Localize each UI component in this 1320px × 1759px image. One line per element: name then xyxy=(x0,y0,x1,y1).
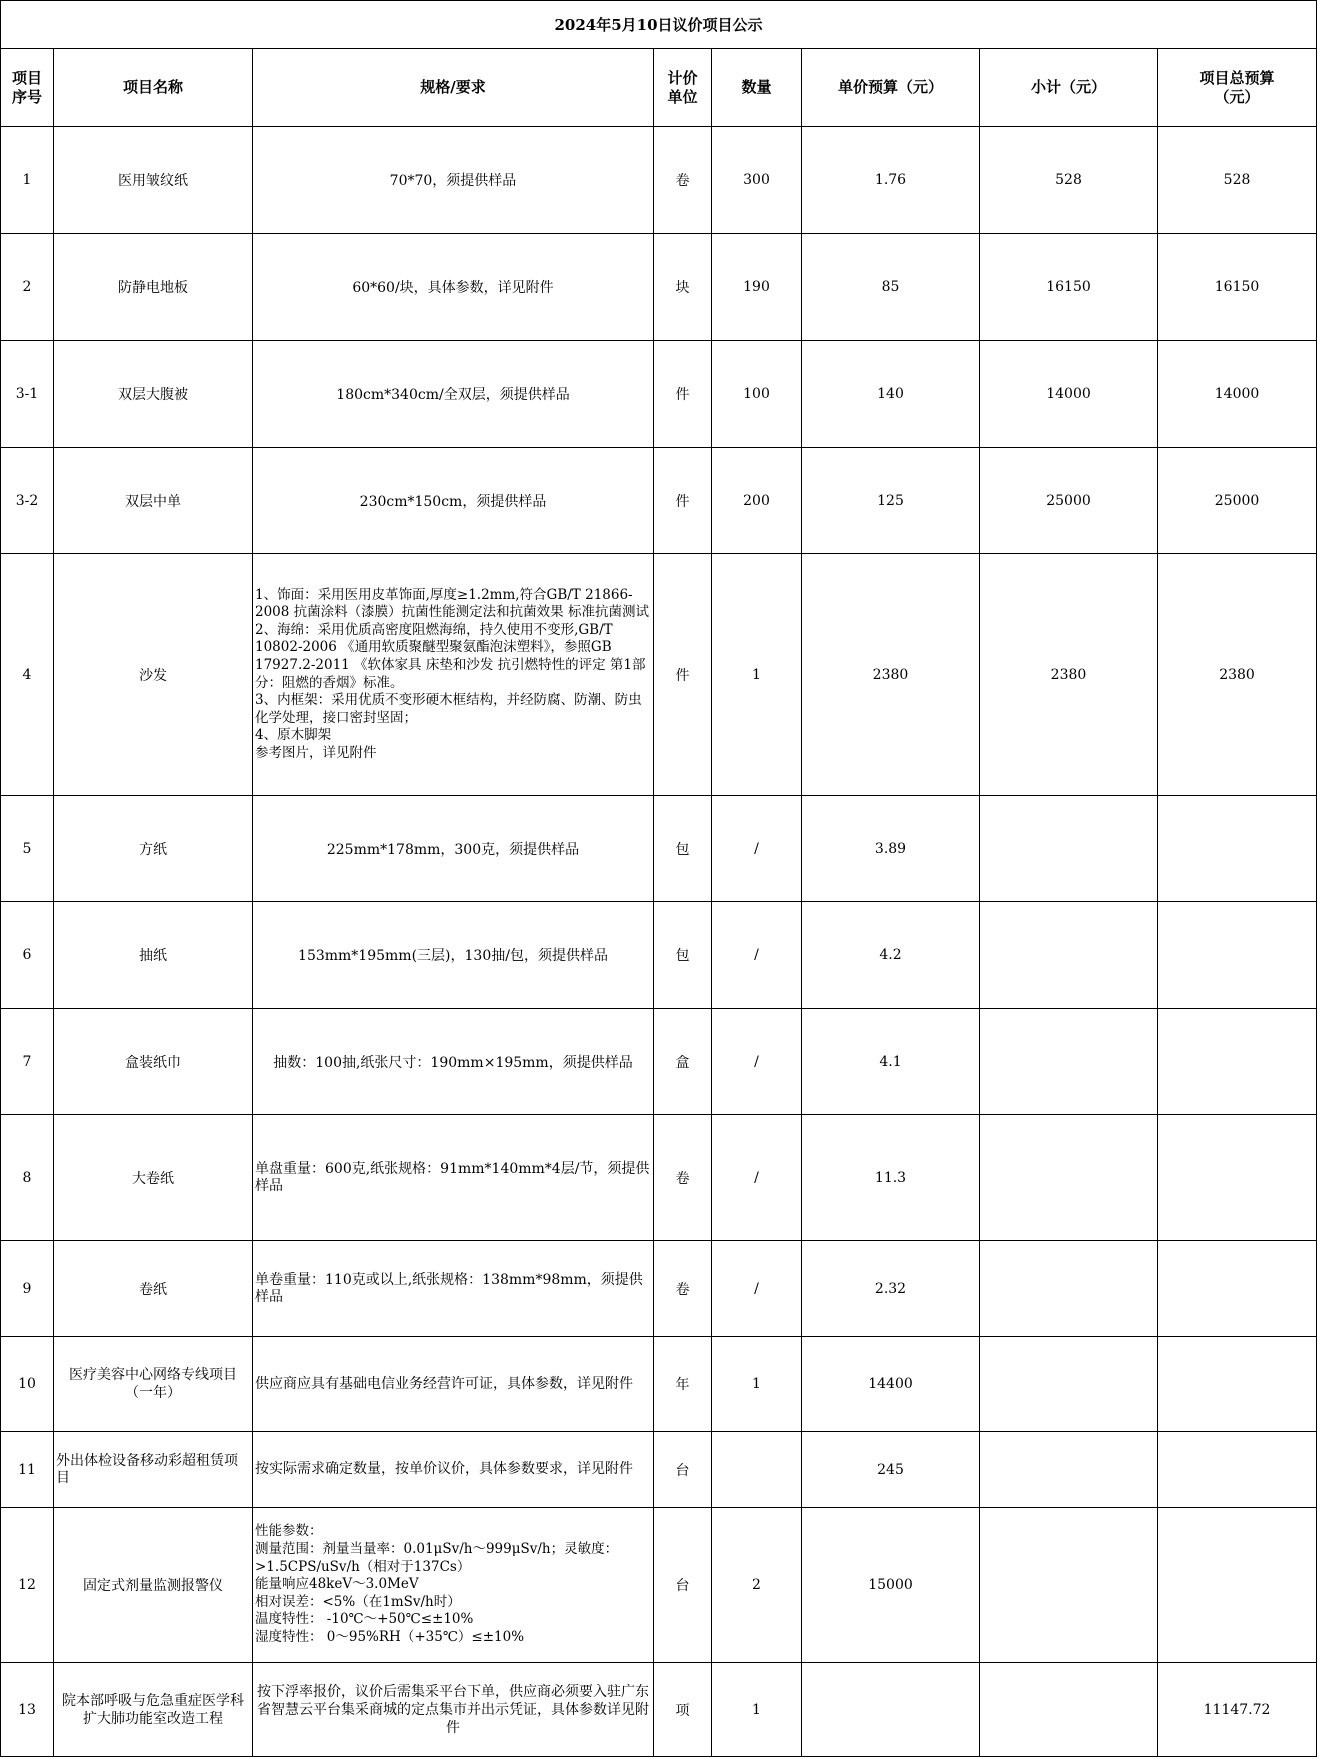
cell-name: 外出体检设备移动彩超租赁项目 xyxy=(54,1432,253,1508)
cell-qty: 1 xyxy=(712,554,802,796)
cell-name: 盒装纸巾 xyxy=(54,1009,253,1115)
cell-qty: / xyxy=(712,902,802,1009)
cell-seq: 3-1 xyxy=(1,341,54,448)
cell-unit: 卷 xyxy=(654,1241,712,1337)
cell-name: 双层大腹被 xyxy=(54,341,253,448)
cell-qty: 2 xyxy=(712,1508,802,1663)
cell-qty: / xyxy=(712,1009,802,1115)
cell-total xyxy=(1158,902,1317,1009)
cell-seq: 9 xyxy=(1,1241,54,1337)
cell-seq: 10 xyxy=(1,1337,54,1432)
table-row xyxy=(1,1432,1317,1508)
cell-seq: 3-2 xyxy=(1,448,54,554)
cell-seq: 7 xyxy=(1,1009,54,1115)
table-row xyxy=(1,796,1317,902)
header-subtotal: 小计（元） xyxy=(980,49,1158,127)
table-row xyxy=(1,1115,1317,1241)
cell-subtotal: 2380 xyxy=(980,554,1158,796)
cell-total xyxy=(1158,1115,1317,1241)
cell-subtotal xyxy=(980,1115,1158,1241)
cell-total: 16150 xyxy=(1158,234,1317,341)
cell-seq: 8 xyxy=(1,1115,54,1241)
cell-spec: 60*60/块，具体参数，详见附件 xyxy=(253,234,654,341)
cell-name: 院本部呼吸与危急重症医学科扩大肺功能室改造工程 xyxy=(54,1663,253,1757)
cell-spec: 按实际需求确定数量，按单价议价，具体参数要求，详见附件 xyxy=(253,1432,654,1508)
cell-unit: 件 xyxy=(654,341,712,448)
cell-total xyxy=(1158,1337,1317,1432)
cell-subtotal xyxy=(980,1241,1158,1337)
cell-price: 125 xyxy=(802,448,980,554)
cell-seq: 12 xyxy=(1,1508,54,1663)
header-qty: 数量 xyxy=(712,49,802,127)
cell-subtotal xyxy=(980,1337,1158,1432)
cell-subtotal xyxy=(980,1508,1158,1663)
cell-subtotal xyxy=(980,902,1158,1009)
cell-seq: 11 xyxy=(1,1432,54,1508)
cell-seq: 1 xyxy=(1,127,54,234)
cell-unit: 台 xyxy=(654,1508,712,1663)
cell-qty: 1 xyxy=(712,1663,802,1757)
cell-price: 11.3 xyxy=(802,1115,980,1241)
cell-spec: 单卷重量：110克或以上,纸张规格：138mm*98mm，须提供样品 xyxy=(253,1241,654,1337)
cell-total: 14000 xyxy=(1158,341,1317,448)
page-title: 2024年5月10日议价项目公示 xyxy=(1,1,1317,49)
cell-seq: 4 xyxy=(1,554,54,796)
cell-price: 140 xyxy=(802,341,980,448)
cell-spec: 153mm*195mm(三层)，130抽/包，须提供样品 xyxy=(253,902,654,1009)
cell-qty: 300 xyxy=(712,127,802,234)
cell-spec: 230cm*150cm，须提供样品 xyxy=(253,448,654,554)
table-row xyxy=(1,1337,1317,1432)
table-row xyxy=(1,234,1317,341)
cell-spec: 供应商应具有基础电信业务经营许可证，具体参数，详见附件 xyxy=(253,1337,654,1432)
cell-unit: 卷 xyxy=(654,127,712,234)
header-name: 项目名称 xyxy=(54,49,253,127)
cell-subtotal xyxy=(980,1009,1158,1115)
cell-spec: 单盘重量：600克,纸张规格：91mm*140mm*4层/节，须提供样品 xyxy=(253,1115,654,1241)
table-row xyxy=(1,1508,1317,1663)
cell-subtotal: 16150 xyxy=(980,234,1158,341)
cell-price: 4.2 xyxy=(802,902,980,1009)
cell-name: 沙发 xyxy=(54,554,253,796)
table-row xyxy=(1,1009,1317,1115)
cell-price xyxy=(802,1663,980,1757)
cell-unit: 件 xyxy=(654,448,712,554)
cell-spec: 按下浮率报价，议价后需集采平台下单，供应商必须要入驻广东省智慧云平台集采商城的定点集市并出示凭证，具体参数详见附件 xyxy=(253,1663,654,1757)
table-row xyxy=(1,1241,1317,1337)
cell-subtotal xyxy=(980,1663,1158,1757)
cell-spec: 70*70，须提供样品 xyxy=(253,127,654,234)
cell-qty: / xyxy=(712,796,802,902)
cell-price: 85 xyxy=(802,234,980,341)
cell-total: 25000 xyxy=(1158,448,1317,554)
cell-spec: 性能参数： 测量范围：剂量当量率：0.01μSv/h～999μSv/h；灵敏度： >1.5CPS/uSv/h（相对于137Cs） 能量响应48keV～3.0MeV 相对误差：<5%（在1mSv/h时） 温度特性： -10℃～+50℃≤±10% 湿度特性： 0～95%RH（+35℃）≤±10% xyxy=(253,1508,654,1663)
cell-unit: 包 xyxy=(654,902,712,1009)
cell-total: 11147.72 xyxy=(1158,1663,1317,1757)
cell-name: 卷纸 xyxy=(54,1241,253,1337)
table-row xyxy=(1,448,1317,554)
cell-price: 4.1 xyxy=(802,1009,980,1115)
cell-subtotal: 25000 xyxy=(980,448,1158,554)
cell-unit: 件 xyxy=(654,554,712,796)
cell-unit: 台 xyxy=(654,1432,712,1508)
cell-unit: 块 xyxy=(654,234,712,341)
header-total: 项目总预算 （元） xyxy=(1158,49,1317,127)
cell-subtotal xyxy=(980,1432,1158,1508)
cell-total xyxy=(1158,1009,1317,1115)
cell-qty: 1 xyxy=(712,1337,802,1432)
header-price: 单价预算（元） xyxy=(802,49,980,127)
cell-subtotal: 528 xyxy=(980,127,1158,234)
cell-unit: 包 xyxy=(654,796,712,902)
cell-name: 方纸 xyxy=(54,796,253,902)
cell-price: 245 xyxy=(802,1432,980,1508)
cell-unit: 年 xyxy=(654,1337,712,1432)
cell-price: 1.76 xyxy=(802,127,980,234)
cell-spec: 225mm*178mm，300克，须提供样品 xyxy=(253,796,654,902)
cell-price: 2.32 xyxy=(802,1241,980,1337)
cell-total xyxy=(1158,1241,1317,1337)
cell-qty: / xyxy=(712,1115,802,1241)
cell-name: 医疗美容中心网络专线项目（一年） xyxy=(54,1337,253,1432)
cell-qty xyxy=(712,1432,802,1508)
cell-qty: 190 xyxy=(712,234,802,341)
cell-total xyxy=(1158,1508,1317,1663)
header-spec: 规格/要求 xyxy=(253,49,654,127)
cell-qty: 100 xyxy=(712,341,802,448)
cell-seq: 5 xyxy=(1,796,54,902)
cell-price: 2380 xyxy=(802,554,980,796)
cell-seq: 6 xyxy=(1,902,54,1009)
cell-total xyxy=(1158,796,1317,902)
cell-subtotal xyxy=(980,796,1158,902)
cell-price: 14400 xyxy=(802,1337,980,1432)
cell-unit: 项 xyxy=(654,1663,712,1757)
cell-spec: 180cm*340cm/全双层，须提供样品 xyxy=(253,341,654,448)
table-row xyxy=(1,341,1317,448)
table-row xyxy=(1,902,1317,1009)
cell-name: 大卷纸 xyxy=(54,1115,253,1241)
cell-name: 固定式剂量监测报警仪 xyxy=(54,1508,253,1663)
cell-name: 抽纸 xyxy=(54,902,253,1009)
cell-total: 2380 xyxy=(1158,554,1317,796)
cell-qty: 200 xyxy=(712,448,802,554)
cell-seq: 2 xyxy=(1,234,54,341)
cell-name: 双层中单 xyxy=(54,448,253,554)
cell-name: 医用皱纹纸 xyxy=(54,127,253,234)
table-row xyxy=(1,127,1317,234)
cell-price: 3.89 xyxy=(802,796,980,902)
cell-total xyxy=(1158,1432,1317,1508)
cell-spec: 抽数：100抽,纸张尺寸：190mm×195mm，须提供样品 xyxy=(253,1009,654,1115)
cell-qty: / xyxy=(712,1241,802,1337)
cell-unit: 盒 xyxy=(654,1009,712,1115)
table-row xyxy=(1,1663,1317,1757)
cell-total: 528 xyxy=(1158,127,1317,234)
header-row xyxy=(1,49,1317,127)
cell-price: 15000 xyxy=(802,1508,980,1663)
table-row xyxy=(1,554,1317,796)
cell-seq: 13 xyxy=(1,1663,54,1757)
cell-name: 防静电地板 xyxy=(54,234,253,341)
cell-spec: 1、饰面：采用医用皮革饰面,厚度≥1.2mm,符合GB/T 21866-2008 抗菌涂料（漆膜）抗菌性能测定法和抗菌效果 标准抗菌测试 2、海绵：采用优质高密度阻燃海绵，持久使用不变形,GB/T 10802-2006 《通用软质聚醚型聚氨酯泡沫塑料》，参照GB 17927.2-2011 《软体家具 床垫和沙发 抗引燃特性的评定 第1部分：阻燃的香烟》标准。 3、内框架：采用优质不变形硬木框结构，并经防腐、防潮、防虫化学处理，接口密封坚固； 4、原木脚架 参考图片，详见附件 xyxy=(253,554,654,796)
header-unit: 计价 单位 xyxy=(654,49,712,127)
cell-unit: 卷 xyxy=(654,1115,712,1241)
header-seq: 项目 序号 xyxy=(1,49,54,127)
cell-subtotal: 14000 xyxy=(980,341,1158,448)
